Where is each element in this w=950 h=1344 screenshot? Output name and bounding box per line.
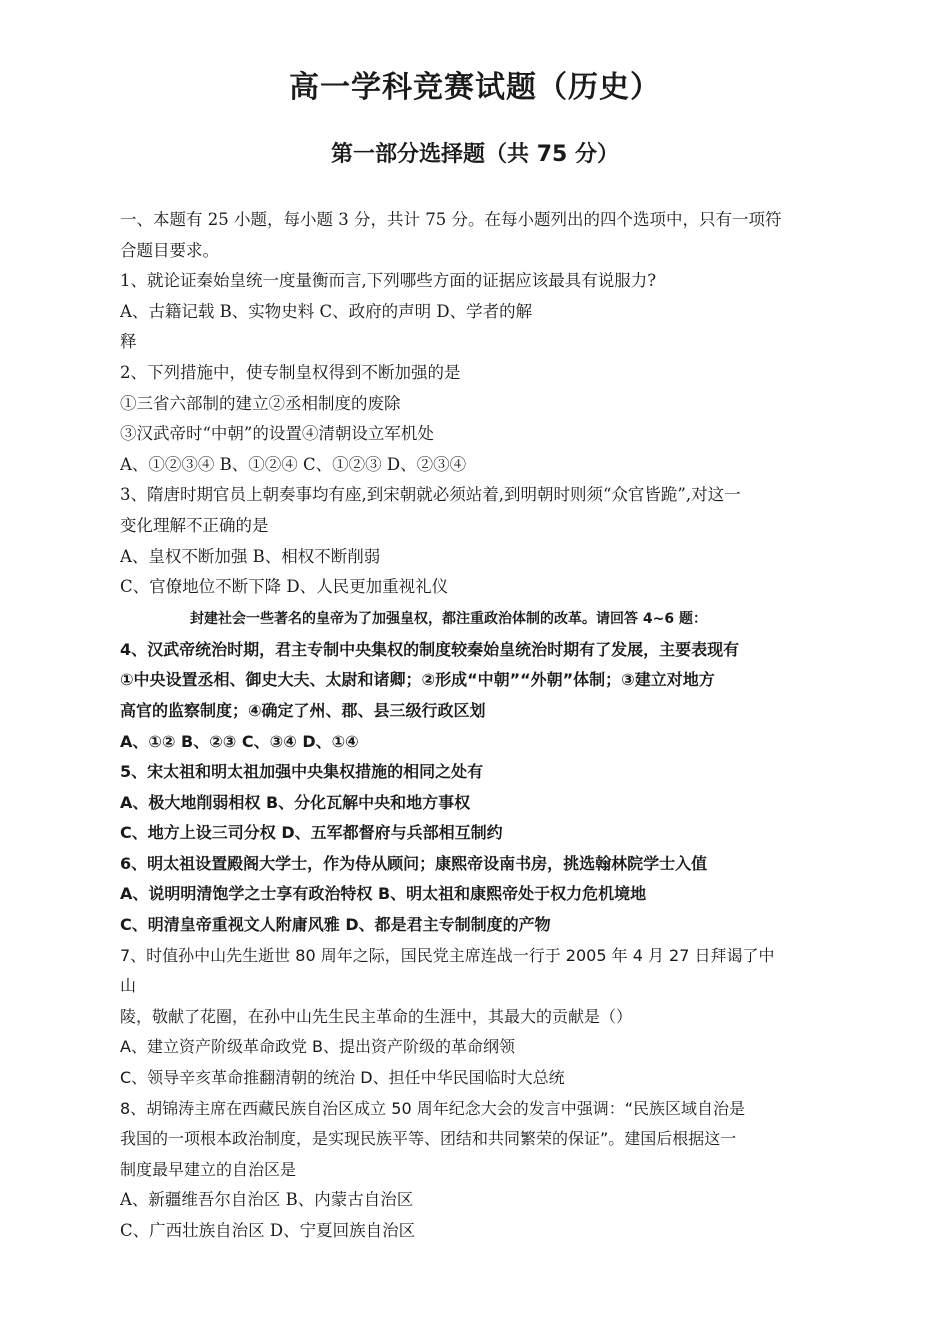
text-line: 5、宋太祖和明太祖加强中央集权措施的相同之处有	[120, 762, 484, 782]
text-line: A、古籍记载 B、实物史料 C、政府的声明 D、学者的解	[120, 301, 533, 321]
text-line: A、说明明清饱学之士享有政治特权 B、明太祖和康熙帝处于权力危机境地	[120, 884, 647, 904]
text-line: 变化理解不正确的是	[120, 515, 269, 535]
text-line: 6、明太祖设置殿阁大学士，作为侍从顾问；康熙帝设南书房，挑选翰林院学士入值	[120, 853, 708, 873]
text-line: A、建立资产阶级革命政党 B、提出资产阶级的革命纲领	[120, 1037, 516, 1057]
text-line: 制度最早建立的自治区是	[120, 1159, 297, 1179]
text-line: 山	[120, 976, 137, 996]
text-line: ③汉武帝时“中朝”的设置④清朝设立军机处	[120, 424, 434, 444]
text-line: 我国的一项根本政治制度，是实现民族平等、团结和共同繁荣的保证”。建国后根据这一	[120, 1129, 737, 1149]
text-line: A、皇权不断加强 B、相权不断削弱	[120, 546, 381, 566]
text-line: 2、下列措施中，使专制皇权得到不断加强的是	[120, 362, 461, 382]
text-line: ①中央设置丞相、御史大夫、太尉和诸卿；②形成“中朝”“外朝”体制；③建立对地方	[120, 670, 715, 690]
text-line: 合题目要求。	[120, 240, 219, 260]
question-body	[120, 205, 832, 1247]
instruction-note: 封建社会一些著名的皇帝为了加强皇权，都注重政治体制的改革。请回答 4~6 题：	[190, 610, 707, 627]
text-line: A、①②③④ B、①②④ C、①②③ D、②③④	[120, 454, 467, 474]
text-line: ①三省六部制的建立②丞相制度的废除	[120, 393, 401, 413]
text-line: A、新疆维吾尔自治区 B、内蒙古自治区	[120, 1190, 414, 1210]
text-line: C、地方上设三司分权 D、五军都督府与兵部相互制约	[120, 823, 503, 843]
text-line: A、极大地削弱相权 B、分化瓦解中央和地方事权	[120, 792, 471, 812]
text-line: 8、胡锦涛主席在西藏民族自治区成立 50 周年纪念大会的发言中强调：“民族区域自治是	[120, 1098, 746, 1118]
text-line: 1、就论证秦始皇统一度量衡而言,下列哪些方面的证据应该最具有说服力?	[120, 271, 657, 291]
text-line: C、领导辛亥革命推翻清朝的统治 D、担任中华民国临时大总统	[120, 1068, 565, 1088]
text-line: 释	[120, 332, 137, 352]
text-line: C、明清皇帝重视文人附庸风雅 D、都是君主专制制度的产物	[120, 915, 551, 935]
section-title: 第一部分选择题（共 75 分）	[331, 142, 619, 167]
text-line: 一、本题有 25 小题，每小题 3 分，共计 75 分。在每小题列出的四个选项中，只有一项符	[120, 210, 782, 229]
text-line: C、官僚地位不断下降 D、人民更加重视礼仪	[120, 577, 449, 597]
text-line: A、①② B、②③ C、③④ D、①④	[120, 731, 359, 751]
text-line: 7、时值孙中山先生逝世 80 周年之际，国民党主席连战一行于 2005 年 4 月 27 日拜谒了中	[120, 945, 775, 965]
text-line: C、广西壮族自治区 D、宁夏回族自治区	[120, 1221, 416, 1240]
text-line: 陵，敬献了花圈，在孙中山先生民主革命的生涯中，其最大的贡献是（）	[120, 1006, 633, 1026]
text-line: 高官的监察制度；④确定了州、郡、县三级行政区划	[120, 700, 486, 720]
text-line: 4、汉武帝统治时期，君主专制中央集权的制度较秦始皇统治时期有了发展，主要表现有	[120, 639, 740, 659]
text-line: 3、隋唐时期官员上朝奏事均有座,到宋朝就必须站着,到明朝时则须“众官皆跪”,对这一	[120, 485, 741, 505]
page-title: 高一学科竞赛试题（历史）	[289, 70, 661, 105]
